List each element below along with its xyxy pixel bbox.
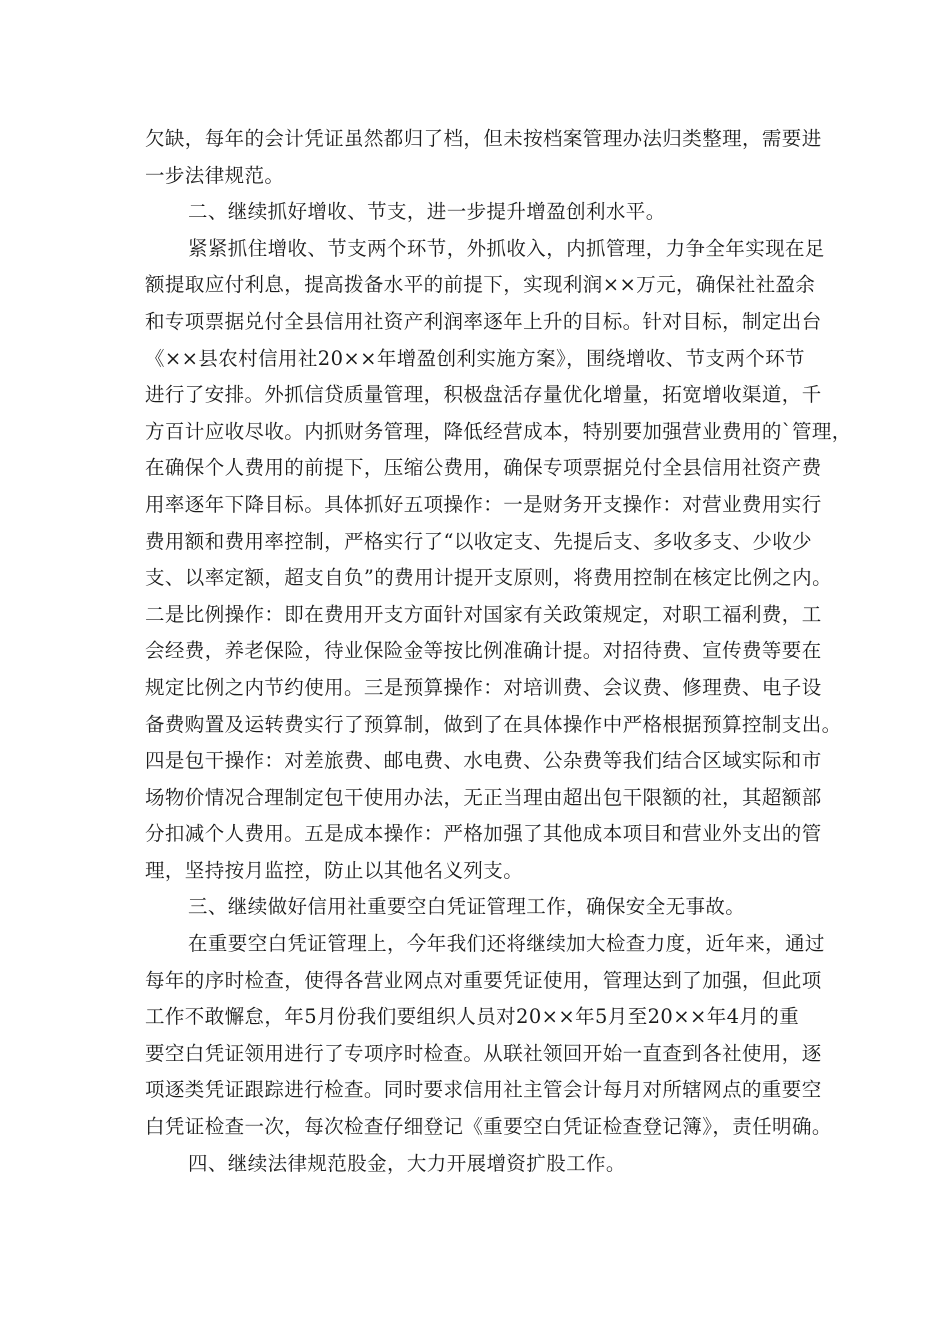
text-line: 场物价情况合理制定包干使用办法，无正当理由超出包干限额的社，其超额部 (145, 785, 822, 809)
text-line: 三、继续做好信用社重要空白凭证管理工作，确保安全无事故。 (188, 895, 746, 919)
text-line: 紧紧抓住增收、节支两个环节，外抓收入，内抓管理，力争全年实现在足 (188, 236, 825, 260)
text-line: 白凭证检查一次，每次检查仔细登记《重要空白凭证检查登记簿》，责任明确。 (145, 1115, 832, 1139)
text-line: 用率逐年下降目标。具体抓好五项操作：一是财务开支操作：对营业费用实行 (145, 492, 822, 516)
text-line: 要空白凭证领用进行了专项序时检查。从联社领回开始一直查到各社使用，逐 (145, 1041, 822, 1065)
text-line: 额提取应付利息，提高拨备水平的前提下，实现利润××万元，确保社社盈余 (145, 273, 816, 297)
text-line: 支、以率定额，超支自负”的费用计提开支原则，将费用控制在核定比例之内。 (145, 566, 832, 590)
text-line: 《××县农村信用社20××年增盈创利实施方案》，围绕增收、节支两个环节 (145, 346, 805, 370)
text-line: 四、继续法律规范股金，大力开展增资扩股工作。 (188, 1151, 626, 1175)
text-line: 方百计应收尽收。内抓财务管理，降低经营成本，特别要加强营业费用的`管理， (145, 419, 852, 443)
text-line: 分扣减个人费用。五是成本操作：严格加强了其他成本项目和营业外支出的管 (145, 822, 822, 846)
document-body (145, 121, 852, 1182)
text-line: 二是比例操作：即在费用开支方面针对国家有关政策规定，对职工福利费，工 (145, 602, 822, 626)
text-line: 进行了安排。外抓信贷质量管理，积极盘活存量优化增量，拓宽增收渠道，千 (145, 383, 822, 407)
text-line: 每年的序时检查，使得各营业网点对重要凭证使用，管理达到了加强，但此项 (145, 968, 822, 992)
text-line: 理，坚持按月监控，防止以其他名义列支。 (145, 858, 524, 882)
text-line: 规定比例之内节约使用。三是预算操作：对培训费、会议费、修理费、电子设 (145, 675, 822, 699)
text-line: 备费购置及运转费实行了预算制，做到了在具体操作中严格根据预算控制支出。 (145, 712, 842, 736)
text-line: 二、继续抓好增收、节支，进一步提升增盈创利水平。 (188, 200, 666, 224)
text-line: 工作不敢懈怠，年5月份我们要组织人员对20××年5月至20××年4月的重 (145, 1005, 800, 1029)
text-line: 费用额和费用率控制，严格实行了“以收定支、先提后支、多收多支、少收少 (145, 529, 813, 553)
text-line: 和专项票据兑付全县信用社资产利润率逐年上升的目标。针对目标，制定出台 (145, 309, 822, 333)
text-line: 在重要空白凭证管理上，今年我们还将继续加大检查力度，近年来，通过 (188, 932, 825, 956)
text-line: 在确保个人费用的前提下，压缩公费用，确保专项票据兑付全县信用社资产费 (145, 456, 822, 480)
text-line: 四是包干操作：对差旅费、邮电费、水电费、公杂费等我们结合区域实际和市 (145, 749, 822, 773)
text-line: 欠缺，每年的会计凭证虽然都归了档，但未按档案管理办法归类整理，需要进 (145, 127, 822, 150)
text-line: 项逐类凭证跟踪进行检查。同时要求信用社主管会计每月对所辖网点的重要空 (145, 1078, 822, 1102)
text-line: 一步法律规范。 (145, 163, 285, 187)
text-line: 会经费，养老保险，待业保险金等按比例准确计提。对招待费、宣传费等要在 (145, 639, 822, 663)
